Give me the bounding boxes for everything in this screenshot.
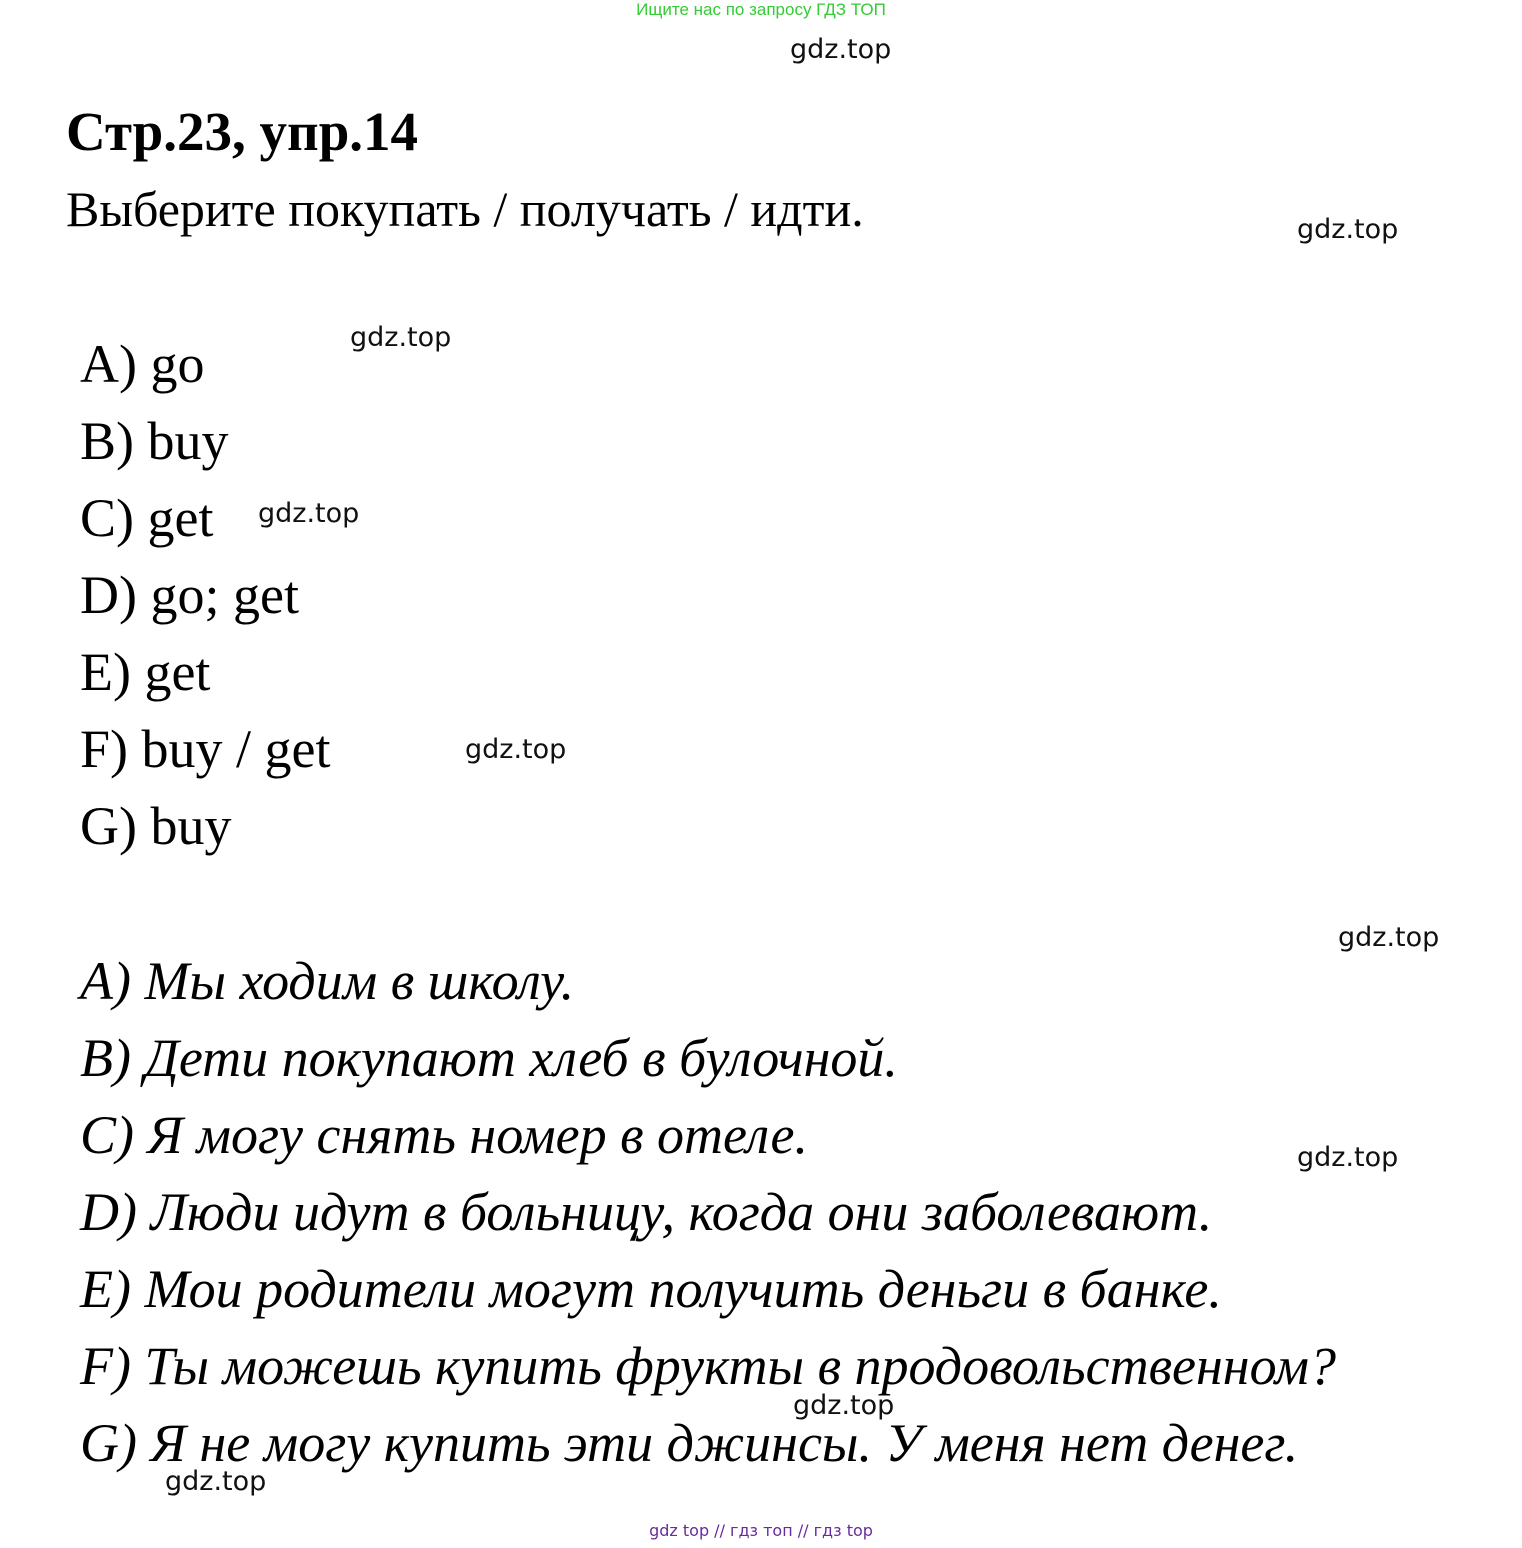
answer-item: E) get [80, 642, 211, 702]
translation-item: E) Мои родители могут получить деньги в банке. [80, 1259, 1222, 1319]
watermark: gdz.top [1297, 1142, 1399, 1173]
translation-item: A) Мы ходим в школу. [80, 951, 575, 1011]
watermark: gdz.top [258, 498, 360, 529]
page-title: Стр.23, упр.14 [66, 101, 419, 162]
watermark: gdz.top [790, 34, 892, 65]
answer-list [80, 333, 331, 872]
answer-item: C) get [80, 488, 214, 548]
watermark: gdz.top [350, 322, 452, 353]
watermark: gdz.top [793, 1390, 895, 1421]
watermark: gdz.top [1338, 922, 1440, 953]
translation-item: C) Я могу снять номер в отеле. [80, 1105, 808, 1165]
watermark: gdz.top [1297, 214, 1399, 245]
translation-item: G) Я не могу купить эти джинсы. У меня нет денег. [80, 1413, 1299, 1473]
translation-item: F) Ты можешь купить фрукты в продовольственном? [80, 1336, 1336, 1396]
answer-item: B) buy [80, 411, 229, 471]
exercise-instruction: Выберите покупать / получать / идти. [66, 181, 864, 237]
footer-watermark: gdz top // гдз топ // гдз top [649, 1521, 873, 1540]
watermark: gdz.top [465, 734, 567, 765]
translation-list [80, 950, 1336, 1489]
watermark: gdz.top [165, 1466, 267, 1497]
answer-item: G) buy [80, 796, 232, 856]
answer-item: F) buy / get [80, 719, 331, 779]
answer-item: D) go; get [80, 565, 299, 625]
answer-item: A) go [80, 334, 205, 394]
translation-item: B) Дети покупают хлеб в булочной. [80, 1028, 898, 1088]
search-notice: Ищите нас по запросу ГДЗ ТОП [636, 0, 886, 19]
translation-item: D) Люди идут в больницу, когда они заболевают. [80, 1182, 1213, 1242]
